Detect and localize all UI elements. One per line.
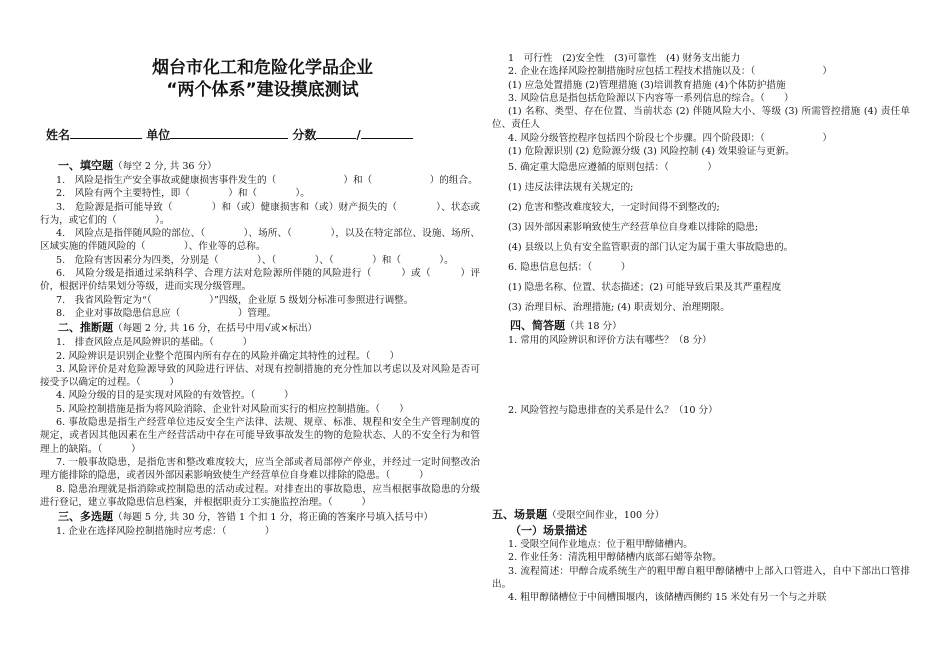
score-field[interactable]	[316, 126, 356, 139]
multi-choice-options: (1) 危险源识别 (2) 危险源分级 (3) 风险控制 (4) 效果验证与更新。	[508, 146, 795, 158]
section2-heading: 二、推断题（每题 2 分, 共 16 分，在括号中用√或×标出）	[58, 321, 318, 335]
judgement-item: 7. 一般事故隐患，是指危害和整改难度较大，应当全部或者局部停产停业，并经过一定时间整改治理方能排除的隐患，或者因外部因素影响致使生产经营单位自身难以排除的隐患。（ ）	[40, 456, 480, 482]
section3-heading: 三、多选题（每题 5 分, 共 30 分，答错 1 个扣 1 分，将正确的答案序号填入括号中）	[58, 510, 434, 524]
multi-choice-option: (1) 隐患名称、位置、状态描述；(2) 可能导致后果及其严重程度	[508, 282, 782, 294]
name-label: 姓名	[46, 128, 71, 142]
judgement-item: 2. 风险辨识是识别企业整个范围内所有存在的风险并确定其特性的过程。（ ）	[56, 350, 400, 362]
multi-choice-option: (3) 因外部因素影响致使生产经营单位自身难以排除的隐患;	[508, 222, 759, 234]
multi-choice-option: (4) 县级以上负有安全监管职责的部门认定为属于重大事故隐患的。	[508, 242, 794, 254]
judgement-item: 8. 隐患治理就是指消除或控制隐患的活动或过程。对排查出的事故隐患，应当根据事故隐患的分级进行登记，建立事故隐患信息档案，并根据职责分工实施监控治理。（ ）	[40, 483, 480, 508]
multi-choice-question: 2. 企业在选择风险控制措施时应包括工程技术措施以及：（ ）	[508, 66, 832, 78]
multi-choice-question: 4. 风险分级管控程序包括四个阶段七个步骤。四个阶段即：（ ）	[508, 132, 832, 144]
name-field[interactable]	[70, 126, 142, 139]
fill-blank-item: 7. 我省风险暂定为“（ ）”四级，企业原 5 级划分标准可参照进行调整。	[56, 294, 414, 306]
right-column	[492, 0, 937, 672]
fill-blank-item: 4. 风险点是指伴随风险的部位、（ ）、场所、（ ），以及在特定部位、设施、场所、区域实施的伴随风险的（ ）、作业等的总称。	[40, 228, 480, 253]
scenario-item: 4. 粗甲醇储槽位于中间槽围堰内，该储槽西侧约 15 米处有另一个与之并联	[508, 592, 827, 604]
scenario-item: 1. 受限空间作业地点：位于粗甲醇储槽内。	[508, 538, 693, 550]
left-body	[40, 158, 480, 538]
multi-choice-option: (2) 危害和整改难度较大，一定时间得不到整改的;	[508, 202, 720, 214]
unit-label: 单位	[146, 128, 171, 142]
multi-choice-question: 3. 风险信息是指包括危险源以下内容等一系列信息的综合。（ ）	[508, 92, 794, 104]
judgement-item: 6. 事故隐患是指生产经营单位违反安全生产法律、法规、规章、标准、规程和安全生产管理制度的规定，或者因其他因素在生产经营活动中存在可能导致事故发生的物的危险状态、人的不安全行为和管理上的缺陷。（ ）	[40, 417, 480, 455]
answer-space[interactable]	[492, 348, 910, 404]
short-answer-question: 1. 常用的风险辨识和评价方法有哪些？（8 分）	[508, 335, 712, 347]
fill-blank-item: 5. 危险有害因素分为四类，分别是（ ）、（ ）、（ ）和（ ）。	[56, 254, 454, 266]
fill-blank-item: 8. 企业对事故隐患信息应（ ）管理。	[56, 307, 277, 319]
multi-choice-option: (3) 治理目标、治理措施; (4) 职责划分、治理期限。	[508, 302, 730, 314]
scenario-subheading: （一）场景描述	[510, 523, 587, 537]
fill-blank-item: 3. 危险源是指可能导致（ ）和（或）健康损害和（或）财产损失的（ ）、状态或行为，或它们的（ ）。	[40, 201, 480, 226]
left-column	[40, 0, 485, 672]
multi-choice-question: 5. 确定重大隐患应遵循的原则包括：（ ）	[508, 162, 717, 174]
multi-choice-options: (1) 名称、类型、存在位置、当前状态 (2) 伴随风险大小、等级 (3) 所需管控措施 (4) 责任单位、责任人	[492, 106, 910, 131]
multi-choice-question: 1. 企业在选择风险控制措施时应考虑：（ ）	[56, 526, 275, 538]
unit-field[interactable]	[170, 126, 288, 139]
judgement-item: 4. 风险分级的目的是实现对风险的有效管控。（ ）	[56, 390, 294, 402]
scenario-item: 2. 作业任务：清洗粗甲醇储槽内底部石蜡等杂物。	[508, 552, 722, 564]
judgement-item: 1. 排查风险点是风险辨识的基础。（ ）	[56, 337, 253, 349]
multi-choice-option: (1) 违反法律法规有关规定的;	[508, 182, 634, 194]
fill-blank-item: 2. 风险有两个主要特性，即（ ）和（ ）。	[56, 188, 310, 200]
section4-heading: 四、简答题（共 18 分）	[510, 319, 622, 333]
score-separator: /	[356, 128, 361, 142]
right-body	[492, 52, 910, 604]
score-total-field[interactable]	[361, 126, 413, 139]
scenario-item: 3. 流程简述：甲醇合成系统生产的粗甲醇自粗甲醇储槽中上部入口管进入，自中下部出口管排出。	[492, 565, 910, 590]
multi-choice-options: 1 可行性 (2)安全性 (3)可靠性 (4) 财务支出能力	[508, 53, 741, 64]
section5-heading: 五、场景题（受限空间作业，100 分）	[492, 507, 665, 521]
identity-line	[46, 126, 413, 143]
multi-choice-options: (1) 应急处置措施 (2)管理措施 (3)培训教育措施 (4)个体防护措施	[508, 79, 786, 91]
document-title-line2: “两个体系”建设摸底测试	[166, 80, 359, 100]
fill-blank-item: 6. 风险分级是指通过采纳科学、合理方法对危险源所伴随的风险进行（ ）或（ ）评价，根据评价结果划分等级，进而实现分级管理。	[40, 268, 480, 293]
section1-heading: 一、填空题（每空 2 分, 共 36 分）	[58, 159, 217, 172]
answer-space[interactable]	[492, 417, 910, 507]
fill-blank-item: 1. 风险是指生产安全事故或健康损害事件发生的（ ）和（ ）的组合。	[56, 175, 478, 186]
document-title-line1: 烟台市化工和危险化学品企业	[152, 58, 373, 78]
judgement-item: 5. 风险控制措施是指为将风险消除、企业针对风险而实行的相应控制措施。（ ）	[56, 403, 409, 415]
score-label: 分数	[292, 128, 317, 142]
short-answer-question: 2. 风险管控与隐患排查的关系是什么？（10 分）	[508, 404, 718, 416]
multi-choice-question: 6. 隐患信息包括：（ ）	[508, 262, 631, 274]
judgement-item: 3. 风险评价是对危险源导致的风险进行评估、对现有控制措施的充分性加以考虑以及对风险是否可接受予以确定的过程。（ ）	[40, 363, 480, 389]
